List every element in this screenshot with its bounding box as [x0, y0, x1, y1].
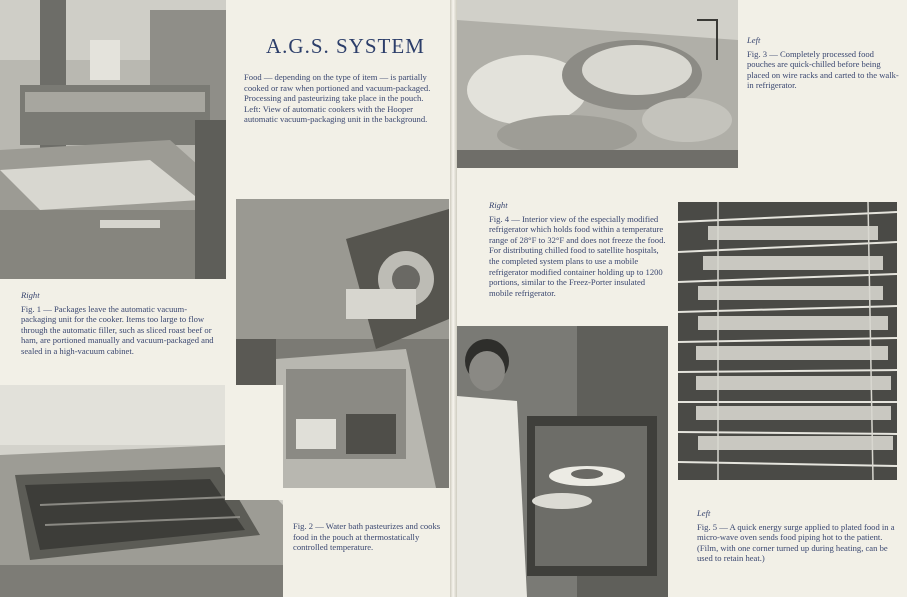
- left-page: [0, 0, 450, 597]
- photo-chilled-pouches: [457, 0, 738, 168]
- fig2-text: Fig. 2 — Water bath pasteurizes and cooks food in the pouch at thermostatically controlled temperature.: [293, 521, 441, 553]
- fig4-text: Fig. 4 — Interior view of the especially modified refrigerator which holds food within a temperature range of 28°F to 32°F and does not freeze the food. For distributing chilled food to satellite hospitals, the completed system plans to use a mobile refrigerator modified container holding up to 1200 portions, similar to the Freez-Porter insulated mobile refrigerator.: [489, 213, 666, 298]
- photo-automatic-cookers: [0, 0, 226, 279]
- fig4-direction: Right: [489, 200, 508, 210]
- fig1-caption: [21, 290, 221, 357]
- fig3-direction: Left: [747, 35, 761, 45]
- photo-refrigerator-racks: [678, 202, 897, 480]
- photo-water-bath: [0, 385, 283, 597]
- fig4-caption: [489, 200, 669, 298]
- right-page: [457, 0, 907, 597]
- intro-caption: Food — depending on the type of item — is partially cooked or raw when portioned and vacuum-packaged. Processing and pasteurizing take place in the pouch. Left: View of automatic cookers with the Hooper automatic vacuum-packaging unit in the background.: [244, 72, 431, 125]
- fig5-direction: Left: [697, 508, 711, 518]
- fig1-text: Fig. 1 — Packages leave the automatic vacuum-packaging unit for the cooker. Items too large to flow through the automatic filler, such as sliced roast beef or ham, are portioned manually and vacuum-packaged and sealed in a high-vacuum cabinet.: [21, 303, 214, 356]
- fig2-caption: [293, 521, 443, 553]
- page-title: A.G.S. SYSTEM: [266, 34, 425, 58]
- photo-microwave-oven: [457, 326, 668, 597]
- fig1-direction: Right: [21, 290, 40, 300]
- fig3-text: Fig. 3 — Completely processed food pouches are quick-chilled before being placed on wire racks and carted to the walk-in refrigerator.: [747, 48, 899, 91]
- fig5-text: Fig. 5 — A quick energy surge applied to plated food in a micro-wave oven sends food piping hot to the patient. (Film, with one corner turned up during heating, can be used to retain heat.): [697, 521, 895, 564]
- book-gutter: [450, 0, 457, 597]
- fig5-caption: [697, 508, 897, 564]
- fig3-caption: [747, 35, 899, 91]
